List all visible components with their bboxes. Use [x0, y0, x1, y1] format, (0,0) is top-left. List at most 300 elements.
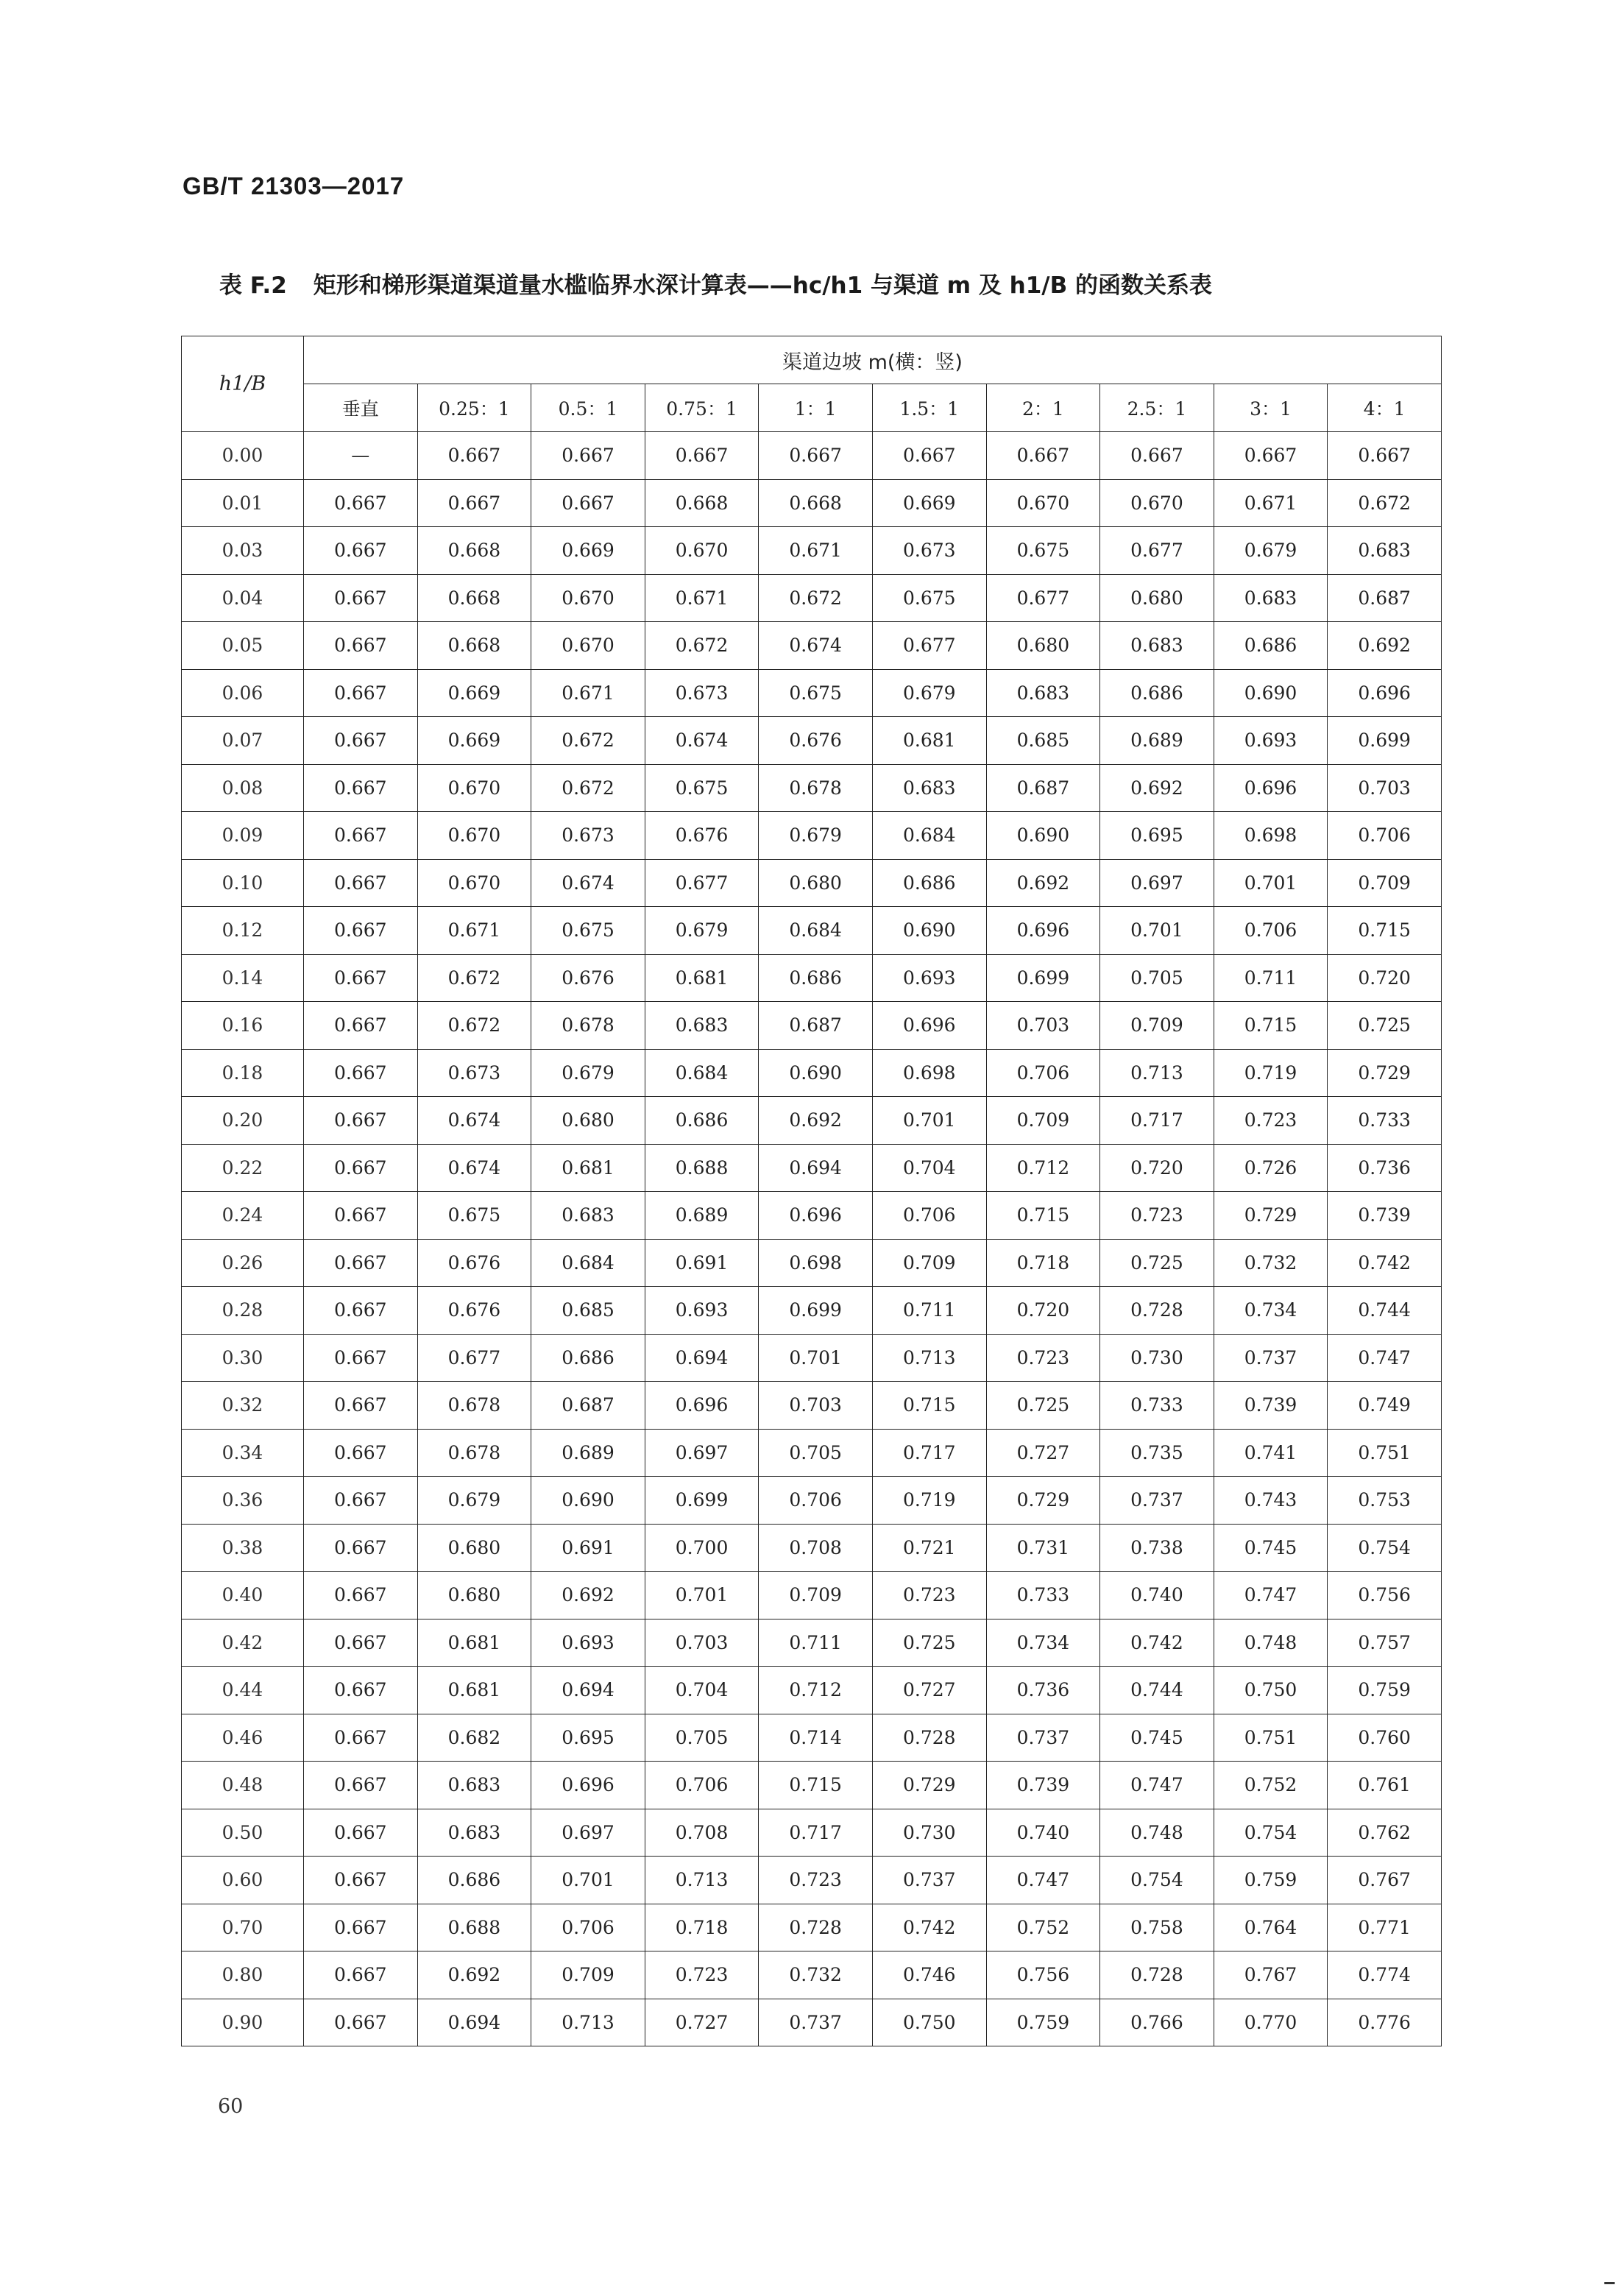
table-cell: 0.767 [1214, 1951, 1328, 1999]
table-cell: 0.672 [531, 764, 645, 812]
table-row [182, 1144, 1442, 1192]
row-header: 0.38 [182, 1524, 304, 1572]
row-header: 0.48 [182, 1762, 304, 1809]
table-cell: 0.670 [417, 764, 531, 812]
table-cell: 0.725 [1328, 1002, 1442, 1050]
table-row [182, 1049, 1442, 1097]
row-header: 0.80 [182, 1951, 304, 1999]
table-cell: 0.671 [417, 907, 531, 955]
table-cell: 0.669 [417, 717, 531, 765]
table-cell: 0.723 [986, 1334, 1100, 1382]
table-cell: 0.672 [645, 622, 759, 670]
row-header: 0.04 [182, 574, 304, 622]
table-cell: 0.760 [1328, 1714, 1442, 1762]
table-cell: 0.677 [645, 859, 759, 907]
table-cell: 0.720 [1328, 954, 1442, 1002]
table-cell: 0.737 [986, 1714, 1100, 1762]
table-cell: 0.709 [531, 1951, 645, 1999]
table-cell: 0.713 [645, 1857, 759, 1904]
table-row [182, 1524, 1442, 1572]
row-header: 0.09 [182, 812, 304, 860]
table-cell: 0.689 [531, 1429, 645, 1477]
table-cell: 0.667 [531, 479, 645, 527]
table-cell: 0.714 [759, 1714, 873, 1762]
table-row [182, 622, 1442, 670]
table-cell: 0.745 [1214, 1524, 1328, 1572]
table-cell: 0.726 [1214, 1144, 1328, 1192]
table-cell: 0.705 [759, 1429, 873, 1477]
table-cell: 0.733 [1100, 1382, 1214, 1430]
table-row [182, 527, 1442, 575]
table-cell: 0.706 [645, 1762, 759, 1809]
table-cell: 0.694 [759, 1144, 873, 1192]
row-header: 0.60 [182, 1857, 304, 1904]
table-cell: 0.737 [1100, 1477, 1214, 1525]
table-cell: 0.690 [1214, 669, 1328, 717]
table-cell: 0.670 [1100, 479, 1214, 527]
table-cell: 0.680 [1100, 574, 1214, 622]
table-row [182, 954, 1442, 1002]
table-row [182, 1619, 1442, 1667]
table-cell: 0.667 [304, 1049, 418, 1097]
table-cell: 0.730 [1100, 1334, 1214, 1382]
table-cell: 0.667 [304, 1477, 418, 1525]
table-cell: 0.679 [1214, 527, 1328, 575]
table-cell: 0.701 [872, 1097, 986, 1145]
table-cell: 0.767 [1328, 1857, 1442, 1904]
row-header: 0.18 [182, 1049, 304, 1097]
table-cell: 0.696 [759, 1192, 873, 1240]
table-cell: 0.693 [645, 1287, 759, 1335]
table-cell: 0.706 [872, 1192, 986, 1240]
table-cell: 0.706 [1328, 812, 1442, 860]
table-cell: 0.696 [645, 1382, 759, 1430]
table-cell: 0.735 [1100, 1429, 1214, 1477]
table-cell: 0.673 [872, 527, 986, 575]
table-cell: 0.694 [645, 1334, 759, 1382]
table-cell: 0.748 [1100, 1809, 1214, 1857]
table-cell: 0.733 [1328, 1097, 1442, 1145]
table-cell: 0.715 [759, 1762, 873, 1809]
table-cell: 0.682 [417, 1714, 531, 1762]
row-header: 0.46 [182, 1714, 304, 1762]
row-header: 0.12 [182, 907, 304, 955]
table-cell: 0.764 [1214, 1904, 1328, 1951]
table-cell: 0.683 [417, 1809, 531, 1857]
table-cell: 0.677 [872, 622, 986, 670]
table-cell: 0.712 [759, 1667, 873, 1714]
table-cell: 0.732 [759, 1951, 873, 1999]
table-cell: 0.737 [759, 1999, 873, 2046]
table-cell: 0.718 [645, 1904, 759, 1951]
table-cell: 0.737 [872, 1857, 986, 1904]
table-cell: 0.709 [872, 1239, 986, 1287]
row-header: 0.34 [182, 1429, 304, 1477]
column-header: 0.25：1 [417, 384, 531, 432]
table-cell: 0.672 [417, 954, 531, 1002]
table-cell: 0.685 [986, 717, 1100, 765]
table-cell: 0.676 [759, 717, 873, 765]
table-cell: 0.725 [872, 1619, 986, 1667]
table-cell: 0.685 [531, 1287, 645, 1335]
table-cell: 0.754 [1328, 1524, 1442, 1572]
table-cell: 0.742 [1328, 1239, 1442, 1287]
table-cell: 0.703 [759, 1382, 873, 1430]
table-cell: 0.717 [759, 1809, 873, 1857]
table-cell: 0.674 [417, 1097, 531, 1145]
table-cell: 0.770 [1214, 1999, 1328, 2046]
table-cell: 0.695 [1100, 812, 1214, 860]
table-cell: 0.751 [1214, 1714, 1328, 1762]
row-header: 0.50 [182, 1809, 304, 1857]
table-cell: 0.671 [1214, 479, 1328, 527]
table-cell: 0.667 [304, 1334, 418, 1382]
table-cell: 0.711 [1214, 954, 1328, 1002]
table-cell: 0.687 [1328, 574, 1442, 622]
table-cell: 0.686 [417, 1857, 531, 1904]
table-cell: 0.667 [872, 432, 986, 480]
table-cell: 0.681 [531, 1144, 645, 1192]
row-header: 0.70 [182, 1904, 304, 1951]
row-header: 0.01 [182, 479, 304, 527]
table-cell: 0.670 [986, 479, 1100, 527]
table-cell: 0.675 [759, 669, 873, 717]
table-cell: 0.696 [872, 1002, 986, 1050]
row-header: 0.22 [182, 1144, 304, 1192]
table-cell: 0.667 [304, 764, 418, 812]
table-cell: 0.687 [531, 1382, 645, 1430]
table-cell: 0.692 [986, 859, 1100, 907]
table-cell: 0.723 [872, 1572, 986, 1619]
table-caption [219, 266, 1426, 300]
table-row [182, 1667, 1442, 1714]
table-cell: 0.668 [645, 479, 759, 527]
table-row [182, 1097, 1442, 1145]
table-cell: 0.711 [872, 1287, 986, 1335]
row-header: 0.42 [182, 1619, 304, 1667]
table-cell: 0.673 [645, 669, 759, 717]
table-cell: 0.747 [1214, 1572, 1328, 1619]
table-cell: 0.676 [417, 1287, 531, 1335]
table-cell: 0.703 [1328, 764, 1442, 812]
table-cell: 0.727 [986, 1429, 1100, 1477]
row-header: 0.28 [182, 1287, 304, 1335]
table-cell: 0.743 [1214, 1477, 1328, 1525]
table-cell: 0.715 [872, 1382, 986, 1430]
table-cell: 0.711 [759, 1619, 873, 1667]
table-cell: 0.695 [531, 1714, 645, 1762]
table-cell: 0.667 [304, 859, 418, 907]
table-cell: 0.709 [986, 1097, 1100, 1145]
table-cell: 0.680 [531, 1097, 645, 1145]
table-cell: 0.679 [872, 669, 986, 717]
table-cell: 0.686 [1214, 622, 1328, 670]
table-cell: 0.688 [417, 1904, 531, 1951]
table-cell: 0.744 [1100, 1667, 1214, 1714]
table-cell: 0.683 [1214, 574, 1328, 622]
table-row [182, 1429, 1442, 1477]
table-cell: 0.748 [1214, 1619, 1328, 1667]
table-cell: 0.684 [872, 812, 986, 860]
row-header: 0.06 [182, 669, 304, 717]
table-cell: 0.674 [417, 1144, 531, 1192]
table-cell: 0.715 [1328, 907, 1442, 955]
table-cell: 0.728 [1100, 1287, 1214, 1335]
table-cell: 0.681 [872, 717, 986, 765]
table-cell: 0.733 [986, 1572, 1100, 1619]
table-cell: 0.713 [1100, 1049, 1214, 1097]
table-cell: 0.680 [417, 1572, 531, 1619]
table-cell: 0.677 [986, 574, 1100, 622]
table-cell: 0.742 [1100, 1619, 1214, 1667]
table-cell: 0.738 [1100, 1524, 1214, 1572]
row-header: 0.20 [182, 1097, 304, 1145]
table-cell: 0.672 [1328, 479, 1442, 527]
table-cell: 0.715 [986, 1192, 1100, 1240]
table-cell: 0.719 [1214, 1049, 1328, 1097]
table-cell: 0.694 [531, 1667, 645, 1714]
table-cell: 0.675 [872, 574, 986, 622]
table-cell: 0.678 [531, 1002, 645, 1050]
table-cell: 0.693 [1214, 717, 1328, 765]
table-cell: 0.683 [986, 669, 1100, 717]
table-cell: 0.667 [304, 479, 418, 527]
table-cell: 0.670 [417, 812, 531, 860]
table-cell: 0.691 [645, 1239, 759, 1287]
table-cell: 0.706 [1214, 907, 1328, 955]
table-cell: 0.740 [1100, 1572, 1214, 1619]
table-cell: 0.690 [759, 1049, 873, 1097]
table-cell: 0.701 [1100, 907, 1214, 955]
table-cell: 0.732 [1214, 1239, 1328, 1287]
table-cell: 0.667 [304, 1097, 418, 1145]
table-cell: 0.675 [986, 527, 1100, 575]
table-cell: 0.667 [759, 432, 873, 480]
table-cell: 0.739 [986, 1762, 1100, 1809]
table-cell: 0.667 [531, 432, 645, 480]
table-cell: 0.692 [759, 1097, 873, 1145]
table-cell: 0.692 [1328, 622, 1442, 670]
table-cell: 0.671 [531, 669, 645, 717]
table-cell: 0.728 [1100, 1951, 1214, 1999]
table-row [182, 1999, 1442, 2046]
table-row [182, 1857, 1442, 1904]
table-row [182, 717, 1442, 765]
column-header: 3：1 [1214, 384, 1328, 432]
table-row [182, 669, 1442, 717]
table-cell: 0.667 [304, 1524, 418, 1572]
table-cell: 0.672 [531, 717, 645, 765]
table-cell: 0.759 [1214, 1857, 1328, 1904]
table-cell: 0.699 [759, 1287, 873, 1335]
table-cell: 0.678 [759, 764, 873, 812]
table-cell: 0.669 [417, 669, 531, 717]
table-cell: 0.727 [645, 1999, 759, 2046]
table-cell: 0.667 [304, 1144, 418, 1192]
table-cell: 0.723 [1214, 1097, 1328, 1145]
table-cell: 0.729 [1328, 1049, 1442, 1097]
table-cell: 0.720 [986, 1287, 1100, 1335]
table-cell: 0.683 [1328, 527, 1442, 575]
table-cell: 0.747 [986, 1857, 1100, 1904]
table-cell: 0.699 [986, 954, 1100, 1002]
table-cell: 0.692 [1100, 764, 1214, 812]
table-cell: 0.730 [872, 1809, 986, 1857]
table-cell: 0.680 [759, 859, 873, 907]
table-cell: 0.667 [304, 1904, 418, 1951]
row-header: 0.07 [182, 717, 304, 765]
table-cell: 0.667 [304, 1857, 418, 1904]
table-cell: 0.689 [645, 1192, 759, 1240]
table-row [182, 1002, 1442, 1050]
table-cell: 0.690 [872, 907, 986, 955]
table-cell: 0.686 [1100, 669, 1214, 717]
table-cell: 0.700 [645, 1524, 759, 1572]
table-cell: 0.669 [531, 527, 645, 575]
table-cell: 0.696 [1328, 669, 1442, 717]
table-cell: 0.667 [304, 1619, 418, 1667]
table-cell: 0.709 [759, 1572, 873, 1619]
table-cell: 0.681 [645, 954, 759, 1002]
table-cell: 0.698 [1214, 812, 1328, 860]
table-cell: — [304, 432, 418, 480]
table-cell: 0.667 [1328, 432, 1442, 480]
table-cell: 0.745 [1100, 1714, 1214, 1762]
table-cell: 0.728 [872, 1714, 986, 1762]
table-cell: 0.683 [872, 764, 986, 812]
table-cell: 0.667 [417, 432, 531, 480]
table-cell: 0.734 [986, 1619, 1100, 1667]
table-cell: 0.681 [417, 1667, 531, 1714]
table-cell: 0.728 [759, 1904, 873, 1951]
table-row [182, 1287, 1442, 1335]
table-cell: 0.667 [304, 1667, 418, 1714]
table-cell: 0.744 [1328, 1287, 1442, 1335]
table-cell: 0.667 [304, 1572, 418, 1619]
table-cell: 0.749 [1328, 1382, 1442, 1430]
table-cell: 0.667 [304, 527, 418, 575]
table-cell: 0.679 [645, 907, 759, 955]
table-cell: 0.674 [759, 622, 873, 670]
table-cell: 0.706 [986, 1049, 1100, 1097]
table-row [182, 764, 1442, 812]
table-cell: 0.719 [872, 1477, 986, 1525]
column-header: 垂直 [304, 384, 418, 432]
table-cell: 0.701 [1214, 859, 1328, 907]
table-row [182, 859, 1442, 907]
table-cell: 0.756 [1328, 1572, 1442, 1619]
table-cell: 0.712 [986, 1144, 1100, 1192]
table-cell: 0.752 [986, 1904, 1100, 1951]
table-row [182, 1382, 1442, 1430]
table-row [182, 812, 1442, 860]
slope-group-header: 渠道边坡 m(横：竖) [304, 336, 1442, 384]
table-cell: 0.667 [304, 1382, 418, 1430]
row-header: 0.32 [182, 1382, 304, 1430]
table-cell: 0.731 [986, 1524, 1100, 1572]
table-cell: 0.684 [759, 907, 873, 955]
table-cell: 0.687 [759, 1002, 873, 1050]
table-cell: 0.674 [531, 859, 645, 907]
table-cell: 0.718 [986, 1239, 1100, 1287]
table-cell: 0.697 [531, 1809, 645, 1857]
table-cell: 0.667 [986, 432, 1100, 480]
row-header: 0.90 [182, 1999, 304, 2046]
table-cell: 0.701 [645, 1572, 759, 1619]
table-cell: 0.734 [1214, 1287, 1328, 1335]
table-cell: 0.756 [986, 1951, 1100, 1999]
table-cell: 0.699 [645, 1477, 759, 1525]
table-cell: 0.698 [759, 1239, 873, 1287]
table-cell: 0.692 [417, 1951, 531, 1999]
table-cell: 0.696 [531, 1762, 645, 1809]
table-cell: 0.692 [531, 1572, 645, 1619]
table-cell: 0.720 [1100, 1144, 1214, 1192]
table-cell: 0.668 [417, 574, 531, 622]
table-row [182, 432, 1442, 480]
table-cell: 0.715 [1214, 1002, 1328, 1050]
table-cell: 0.667 [417, 479, 531, 527]
table-cell: 0.739 [1214, 1382, 1328, 1430]
critical-depth-table [181, 336, 1442, 2046]
table-cell: 0.675 [417, 1192, 531, 1240]
table-row [182, 1714, 1442, 1762]
table-cell: 0.771 [1328, 1904, 1442, 1951]
table-cell: 0.699 [1328, 717, 1442, 765]
table-cell: 0.677 [417, 1334, 531, 1382]
table-cell: 0.703 [645, 1619, 759, 1667]
row-header: 0.14 [182, 954, 304, 1002]
row-header: 0.30 [182, 1334, 304, 1382]
table-cell: 0.758 [1100, 1904, 1214, 1951]
table-cell: 0.667 [304, 1429, 418, 1477]
table-cell: 0.727 [872, 1667, 986, 1714]
table-cell: 0.672 [417, 1002, 531, 1050]
table-cell: 0.670 [417, 859, 531, 907]
table-cell: 0.668 [417, 527, 531, 575]
column-header: 1：1 [759, 384, 873, 432]
table-cell: 0.746 [872, 1951, 986, 1999]
table-cell: 0.697 [1100, 859, 1214, 907]
table-cell: 0.683 [531, 1192, 645, 1240]
page-number: 60 [218, 2095, 244, 2118]
table-cell: 0.693 [872, 954, 986, 1002]
table-cell: 0.670 [531, 622, 645, 670]
table-row [182, 1239, 1442, 1287]
table-cell: 0.667 [304, 1192, 418, 1240]
table-cell: 0.690 [986, 812, 1100, 860]
table-cell: 0.723 [645, 1951, 759, 1999]
table-cell: 0.698 [872, 1049, 986, 1097]
table-cell: 0.751 [1328, 1429, 1442, 1477]
table-cell: 0.667 [304, 1809, 418, 1857]
table-cell: 0.703 [986, 1002, 1100, 1050]
row-header: 0.26 [182, 1239, 304, 1287]
table-cell: 0.667 [304, 1951, 418, 1999]
table-cell: 0.667 [304, 1239, 418, 1287]
table-row [182, 574, 1442, 622]
table-cell: 0.674 [645, 717, 759, 765]
table-cell: 0.667 [304, 1762, 418, 1809]
table-cell: 0.667 [304, 717, 418, 765]
table-cell: 0.673 [417, 1049, 531, 1097]
column-header: 2：1 [986, 384, 1100, 432]
table-row [182, 1334, 1442, 1382]
table-cell: 0.667 [304, 669, 418, 717]
table-cell: 0.671 [645, 574, 759, 622]
table-cell: 0.750 [872, 1999, 986, 2046]
table-cell: 0.667 [304, 574, 418, 622]
